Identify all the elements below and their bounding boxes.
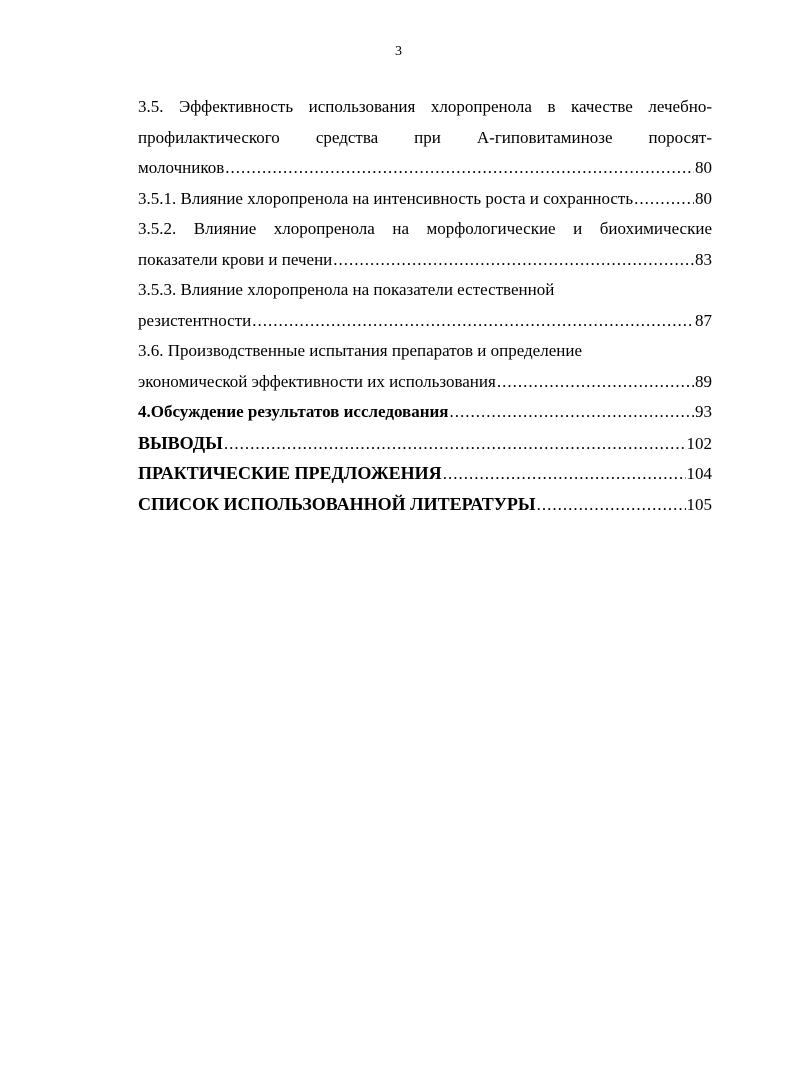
toc-page-ref: 104	[686, 464, 712, 483]
toc-page-ref: 89	[695, 371, 712, 391]
leader-dots	[225, 153, 694, 184]
toc-text-line: 3.5.2. Влияние хлоропренола на морфологические и биохимические	[138, 219, 712, 238]
leader-dots	[537, 490, 686, 520]
toc-page-ref: 102	[686, 433, 712, 453]
toc-entry-conclusions[interactable]	[138, 428, 712, 459]
toc-entry-title: ВЫВОДЫ	[138, 432, 223, 453]
toc-entry-title: экономической эффективности их использования	[138, 371, 496, 391]
leader-dots	[497, 367, 694, 398]
table-of-contents	[138, 92, 712, 519]
toc-entry-title: показатели крови и печени	[138, 249, 333, 269]
toc-entry-3-5-2[interactable]	[138, 245, 712, 276]
leader-dots	[450, 397, 695, 428]
leader-dots	[443, 459, 686, 489]
toc-page-ref: 83	[695, 249, 712, 269]
toc-page-ref: 93	[695, 402, 712, 421]
toc-page-ref: 105	[686, 494, 712, 514]
toc-entry-title: ПРАКТИЧЕСКИЕ ПРЕДЛОЖЕНИЯ	[138, 463, 442, 483]
leader-dots	[634, 184, 694, 215]
toc-entry-practical-suggestions[interactable]	[138, 458, 712, 489]
toc-text-line: 3.6. Производственные испытания препаратов и определение	[138, 341, 582, 360]
leader-dots	[224, 429, 686, 459]
toc-text-line: 3.5. Эффективность использования хлоропренола в качестве лечебно-	[138, 97, 712, 116]
toc-entry-3-5-3[interactable]	[138, 306, 712, 337]
toc-entry-4[interactable]	[138, 397, 712, 428]
toc-entry-references[interactable]	[138, 489, 712, 520]
toc-entry-title: СПИСОК ИСПОЛЬЗОВАННОЙ ЛИТЕРАТУРЫ	[138, 493, 536, 514]
toc-text-line: 3.5.3. Влияние хлоропренола на показатели естественной	[138, 280, 555, 299]
toc-entry-title: 3.5.1. Влияние хлоропренола на интенсивность роста и сохранность	[138, 188, 634, 208]
leader-dots	[333, 245, 694, 276]
toc-entry-3-6[interactable]	[138, 367, 712, 398]
toc-text-line: профилактического средства при А-гиповитаминозе поросят-	[138, 127, 712, 147]
toc-entry-title: резистентности	[138, 310, 252, 330]
page-number: 3	[395, 44, 402, 59]
toc-page-ref: 80	[695, 158, 712, 177]
toc-entry-3-5[interactable]	[138, 153, 712, 184]
toc-entry-title: 4.Обсуждение результатов исследования	[138, 402, 449, 421]
toc-page-ref: 80	[695, 188, 712, 208]
toc-entry-3-5-1[interactable]	[138, 184, 712, 215]
toc-page-ref: 87	[695, 310, 712, 330]
leader-dots	[252, 306, 694, 337]
toc-entry-title: молочников	[138, 158, 225, 177]
